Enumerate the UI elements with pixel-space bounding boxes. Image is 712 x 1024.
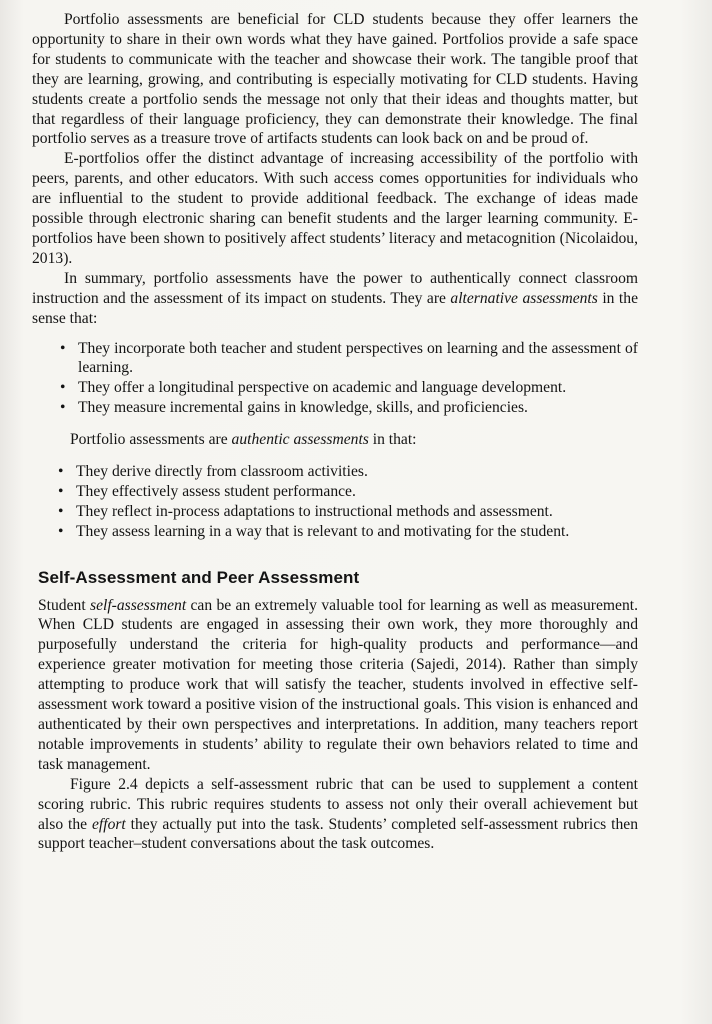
figure-text-end: they actually put into the task. Students’ completed self-assessment rubrics then support teacher–student conversations about the task outcomes. [38, 815, 639, 853]
list-item-text: They measure incremental gains in knowledge, skills, and proficiencies. [78, 399, 528, 417]
bullet-icon: • [60, 339, 66, 357]
list-item-text: They reflect in-process adaptations to instructional methods and assessment. [76, 502, 553, 520]
list-item-text: They assess learning in a way that is relevant to and motivating for the student. [76, 522, 570, 540]
bullet-icon: • [58, 463, 64, 481]
figure-text-start: Figure 2.4 depicts a self-assessment rubric that can be used to supplement a content scoring rubric. This rubric requires students to assess not only their overall achievement but also the [38, 775, 638, 833]
list-item [42, 398, 638, 418]
list-item [42, 339, 638, 379]
bullet-icon: • [60, 399, 66, 417]
self-assessment-emphasis: self-assessment [90, 596, 187, 614]
list-item-text: They derive directly from classroom activities. [76, 463, 368, 481]
authentic-text-start: Portfolio assessments are [70, 431, 232, 449]
authentic-assessment-intro [70, 430, 638, 450]
bullet-icon: • [58, 502, 64, 520]
alternative-assessment-list [42, 339, 638, 419]
bullet-icon: • [58, 522, 64, 540]
list-item-text: They offer a longitudinal perspective on academic and language development. [78, 379, 567, 397]
paragraph-portfolio-benefits: Portfolio assessments are beneficial for CLD students because they offer learners the opportunity to share in their own words what they have gained. Portfolios provide a safe space for students to communicate with the teacher and showcase their work. The tangible proof that they are learning, growing, and contributing is especially motivating for CLD students. Having students create a portfolio sends the message not only that their ideas and thoughts matter, but that regardless of their language proficiency, they can demonstrate their knowledge. The final portfolio serves as a treasure trove of artifacts students can look back on and be proud of. [32, 11, 638, 148]
list-item [40, 462, 638, 482]
list-item [40, 502, 638, 522]
authentic-emphasis: authentic assessments [231, 431, 369, 449]
self-assessment-text-end: can be an extremely valuable tool for learning as well as measurement. When CLD students are engaged in assessing their own work, they more thoroughly and purposefully understand the criteria for high-quality products and performance—and experience greater motivation for meeting those criteria (Sajedi, 2014). Rather than simply attempting to produce work that will satisfy the teacher, students involved in effective self-assessment work toward a positive vision of the instructional goals. This vision is enhanced and authenticated by their own perspectives and interpretations. In addition, many teachers report notable improvements in students’ ability to regulate their own behaviors related to time and task management. [38, 596, 638, 773]
list-item-text: They incorporate both teacher and student perspectives on learning and the assessment of learning. [78, 339, 638, 377]
list-item [40, 522, 638, 542]
figure-emphasis: effort [91, 815, 126, 833]
authentic-text-end: in that: [368, 431, 417, 449]
summary-emphasis: alternative assessments [450, 289, 598, 307]
paragraph-e-portfolios: E-portfolios offer the distinct advantage of increasing accessibility of the portfolio with peers, parents, and other educators. With such access comes opportunities for individuals who are influential to the student to provide additional feedback. The exchange of ideas made possible through electronic sharing can benefit students and the larger learning community. E-portfolios have been shown to positively affect students’ literacy and metacognition (Nicolaidou, 2013). [32, 150, 638, 267]
text-column [32, 10, 638, 854]
paragraph-summary [32, 269, 638, 329]
authentic-assessment-list [40, 462, 638, 542]
section-heading: Self-Assessment and Peer Assessment [38, 567, 360, 587]
summary-text-start: In summary, portfolio assessments have the power to authentically connect classroom instruction and the assessment of its impact on students. They are [32, 269, 638, 307]
bullet-icon: • [58, 482, 64, 500]
summary-text-end: in the sense that: [32, 289, 638, 327]
self-assessment-text-start: Student [38, 596, 90, 614]
paragraph-figure-reference [38, 775, 638, 855]
list-item-text: They effectively assess student performance. [76, 482, 356, 500]
bullet-icon: • [60, 379, 66, 397]
paragraph-self-assessment [38, 596, 638, 775]
list-item [42, 378, 638, 398]
list-item [40, 482, 638, 502]
